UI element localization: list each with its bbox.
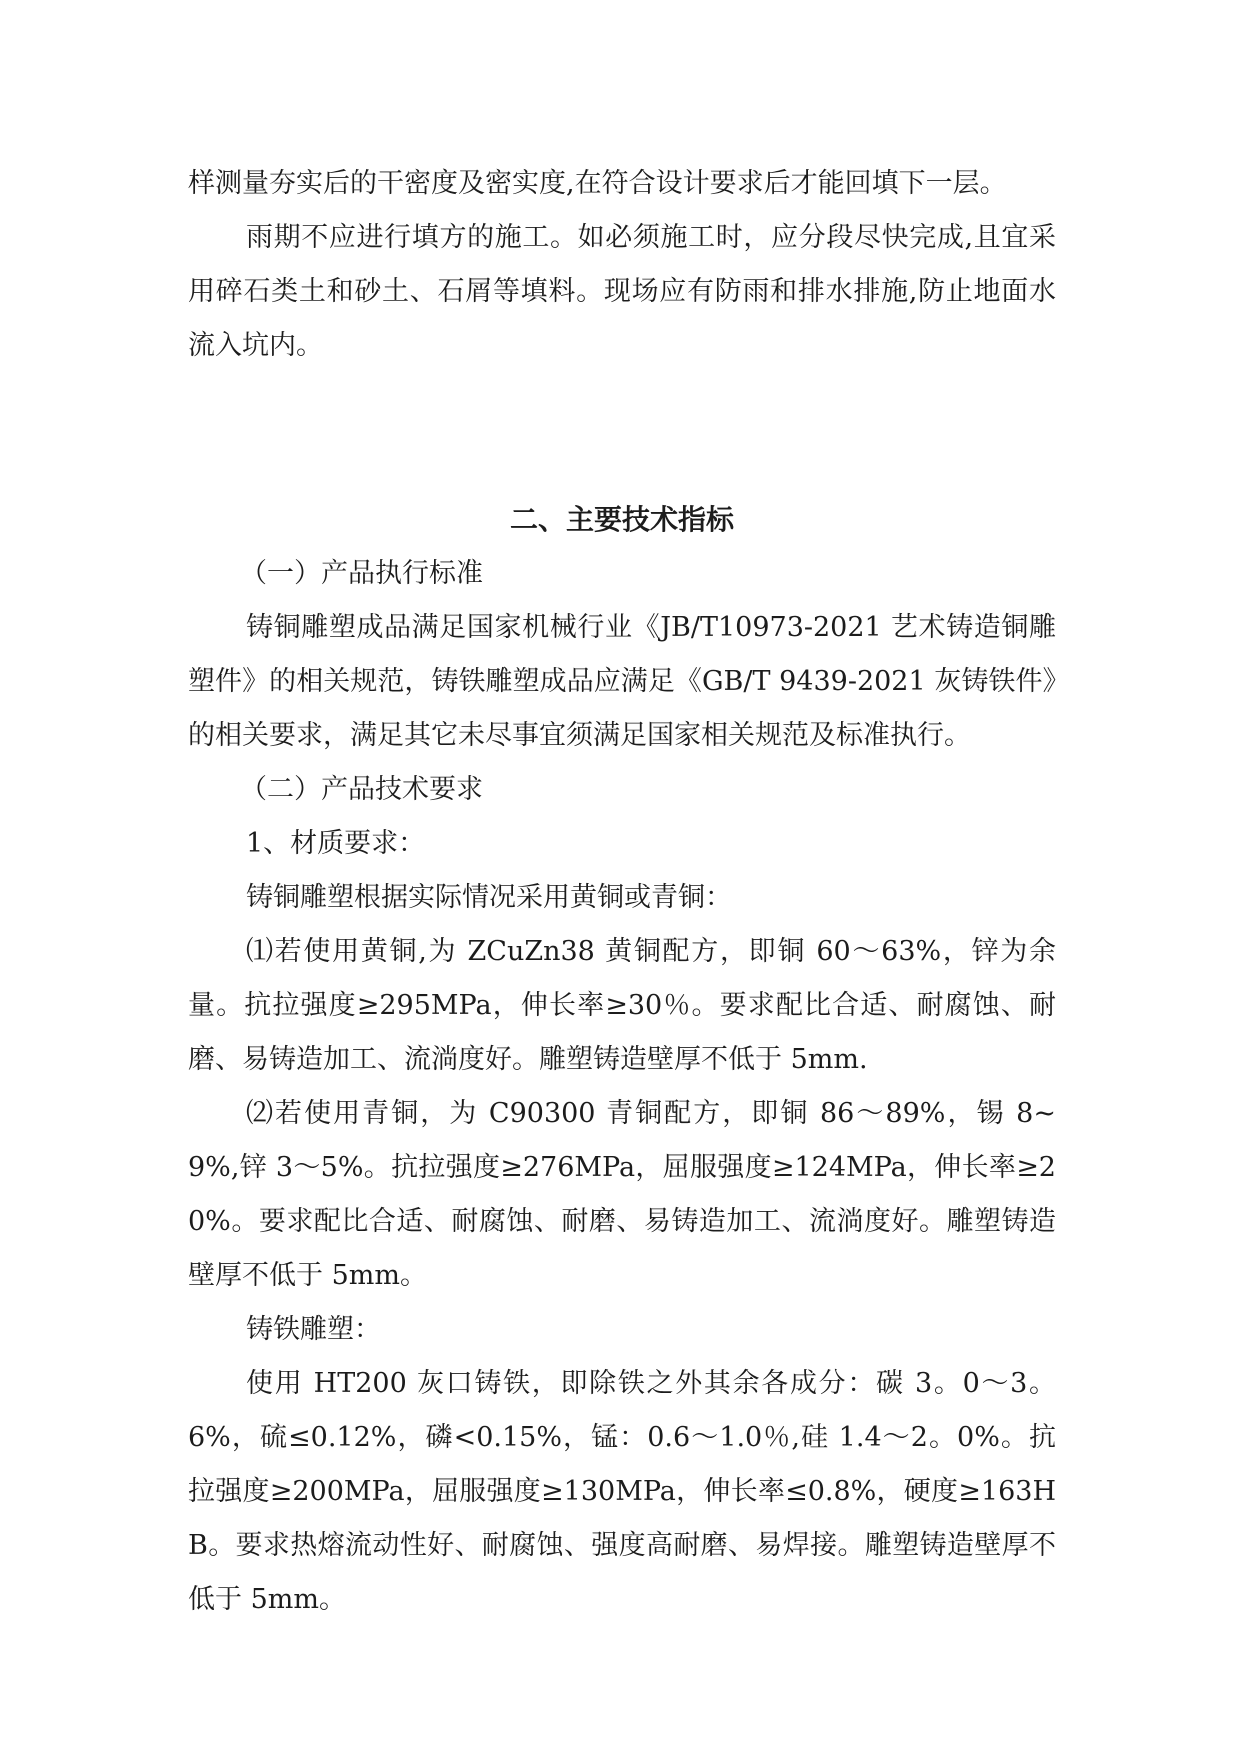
paragraph-rainy-season: 雨期不应进行填方的施工。如必须施工时，应分段尽快完成,且宜采用碎石类土和砂土、石屑等填料。现场应有防雨和排水排施,防止地面水流入坑内。 (188, 222, 1056, 361)
section-title: 二、主要技术指标 (509, 503, 734, 536)
section-spacer (188, 373, 1056, 481)
subsection-product-standard: （一）产品执行标准 (240, 558, 483, 589)
paragraph-compaction-check: 样测量夯实后的干密度及密实度,在符合设计要求后才能回填下一层。 (188, 168, 1007, 199)
subsection-technical-requirements: （二）产品技术要求 (240, 774, 483, 805)
paragraph-brass: ⑴若使用黄铜,为 ZCuZn38 黄铜配方，即铜 60～63%，锌为余量。抗拉强度≥295MPa，伸长率≥30％。要求配比合适、耐腐蚀、耐磨、易铸造加工、流淌度好。雕塑铸造壁厚不低于 5mm. (188, 936, 1056, 1075)
paragraph-cast-iron: 使用 HT200 灰口铸铁，即除铁之外其余各成分：碳 3。0～3。6%，硫≤0.12%，磷<0.15%，锰：0.6～1.0％,硅 1.4～2。0%。抗拉强度≥200MPa，屈服强度≥130MPa，伸长率≤0.8%，硬度≥163HB。要求热熔流动性好、耐腐蚀、强度高耐磨、易焊接。雕塑铸造壁厚不低于 5mm。 (188, 1368, 1056, 1615)
paragraph-copper-intro: 铸铜雕塑根据实际情况采用黄铜或青铜： (246, 882, 732, 913)
paragraph-standards: 铸铜雕塑成品满足国家机械行业《JB/T10973-2021 艺术铸造铜雕塑件》的相关规范，铸铁雕塑成品应满足《GB/T 9439-2021 灰铸铁件》的相关要求，满足其它未尽事宜须满足国家相关规范及标准执行。 (188, 612, 1056, 751)
paragraph-iron-intro: 铸铁雕塑： (246, 1314, 381, 1345)
document-body (188, 157, 1056, 1627)
item-material-requirements: 1、材质要求： (246, 828, 426, 859)
paragraph-bronze: ⑵若使用青铜，为 C90300 青铜配方，即铜 86～89%，锡 8~9%,锌 3～5%。抗拉强度≥276MPa，屈服强度≥124MPa，伸长率≥20%。要求配比合适、耐腐蚀、耐磨、易铸造加工、流淌度好。雕塑铸造壁厚不低于 5mm。 (188, 1098, 1056, 1291)
